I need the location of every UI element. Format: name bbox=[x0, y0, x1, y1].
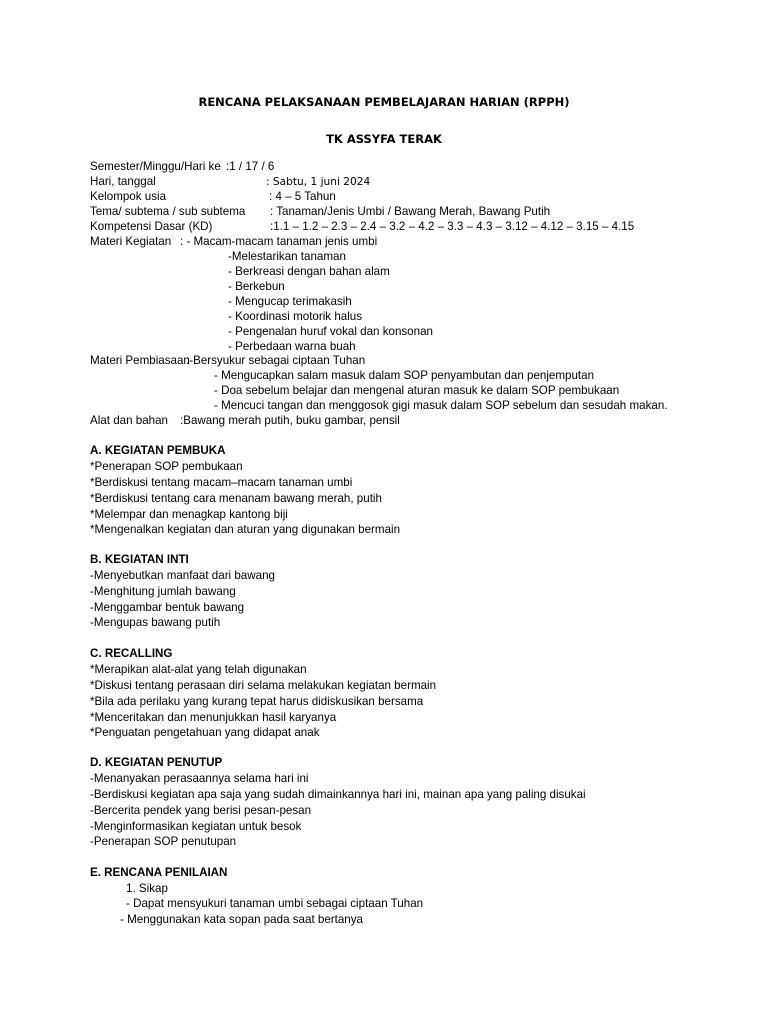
section-heading-inti: B. KEGIATAN INTI bbox=[90, 553, 189, 566]
list-item: 1. Sikap bbox=[126, 882, 168, 895]
section-heading-pembuka: A. KEGIATAN PEMBUKA bbox=[90, 444, 226, 457]
school-name: TK ASSYFA TERAK bbox=[326, 132, 442, 146]
list-item: *Bila ada perilaku yang kurang tepat harus didiskusikan bersama bbox=[90, 695, 424, 708]
list-item: -Penerapan SOP penutupan bbox=[90, 835, 237, 848]
list-item: *Berdiskusi tentang macam–macam tanaman umbi bbox=[90, 476, 353, 489]
list-item: -Menghitung jumlah bawang bbox=[90, 585, 236, 598]
kd-label: Kompetensi Dasar (KD) bbox=[90, 220, 213, 233]
materi-label: Materi Kegiatan bbox=[90, 235, 172, 248]
materi-item: - Berkreasi dengan bahan alam bbox=[228, 265, 390, 278]
tema-value: : Tanaman/Jenis Umbi / Bawang Merah, Bawang Putih bbox=[270, 205, 551, 218]
section-heading-penilaian: E. RENCANA PENILAIAN bbox=[90, 866, 228, 879]
pembiasaan-item: - Doa sebelum belajar dan mengenal aturan masuk ke dalam SOP pembukaan bbox=[214, 384, 620, 397]
list-item: -Menginformasikan kegiatan untuk besok bbox=[90, 820, 302, 833]
kd-value: :1.1 – 1.2 – 2.3 – 2.4 – 3.2 – 4.2 – 3.3 – 4.3 – 3.12 – 4.12 – 3.15 – 4.15 bbox=[270, 220, 635, 233]
list-item: *Penguatan pengetahuan yang didapat anak bbox=[90, 726, 320, 739]
section-heading-penutup: D. KEGIATAN PENUTUP bbox=[90, 756, 223, 769]
list-item: *Menceritakan dan menunjukkan hasil karyanya bbox=[90, 711, 337, 724]
semester-value: :1 / 17 / 6 bbox=[226, 160, 275, 173]
list-item: *Mengenalkan kegiatan dan aturan yang digunakan bermain bbox=[90, 523, 401, 536]
hari-value: : Sabtu, 1 juni 2024 bbox=[266, 176, 371, 188]
materi-item: - Perbedaan warna buah bbox=[228, 340, 356, 353]
materi-item: -Melestarikan tanaman bbox=[228, 250, 346, 263]
list-item: *Merapikan alat-alat yang telah digunakan bbox=[90, 663, 307, 676]
pembiasaan-item: - Mencuci tangan dan menggosok gigi masuk dalam SOP sebelum dan sesudah makan. bbox=[214, 399, 668, 412]
list-item: *Melempar dan menagkap kantong biji bbox=[90, 508, 288, 521]
list-item: *Berdiskusi tentang cara menanam bawang merah, putih bbox=[90, 492, 382, 505]
list-item: -Mengupas bawang putih bbox=[90, 616, 221, 629]
alat-value: :Bawang merah putih, buku gambar, pensil bbox=[180, 414, 400, 427]
materi-first: : - Macam-macam tanaman jenis umbi bbox=[180, 235, 378, 248]
kelompok-value: : 4 – 5 Tahun bbox=[269, 190, 336, 203]
pembiasaan-item: - Mengucapkan salam masuk dalam SOP penyambutan dan penjemputan bbox=[214, 369, 595, 382]
kelompok-label: Kelompok usia bbox=[90, 190, 167, 203]
materi-item: - Mengucap terimakasih bbox=[228, 295, 352, 308]
pembiasaan-label: Materi Pembiasaan bbox=[90, 354, 190, 367]
section-heading-recalling: C. RECALLING bbox=[90, 647, 173, 660]
list-item: *Diskusi tentang perasaan diri selama melakukan kegiatan bermain bbox=[90, 679, 437, 692]
alat-label: Alat dan bahan bbox=[90, 414, 169, 427]
document-title: RENCANA PELAKSANAAN PEMBELAJARAN HARIAN (RPPH) bbox=[198, 95, 570, 109]
tema-label: Tema/ subtema / sub subtema bbox=[90, 205, 246, 218]
materi-item: - Koordinasi motorik halus bbox=[228, 310, 363, 323]
list-item: -Menyebutkan manfaat dari bawang bbox=[90, 569, 275, 582]
list-item: -Bercerita pendek yang berisi pesan-pesan bbox=[90, 804, 312, 817]
materi-item: - Pengenalan huruf vokal dan konsonan bbox=[228, 325, 433, 338]
pembiasaan-first: :-Bersyukur sebagai ciptaan Tuhan bbox=[186, 354, 366, 367]
list-item: *Penerapan SOP pembukaan bbox=[90, 460, 243, 473]
list-item: - Dapat mensyukuri tanaman umbi sebagai ciptaan Tuhan bbox=[126, 897, 424, 910]
hari-label: Hari, tanggal bbox=[90, 175, 156, 188]
list-item: - Menggunakan kata sopan pada saat bertanya bbox=[120, 913, 363, 926]
list-item: -Berdiskusi kegiatan apa saja yang sudah dimainkannya hari ini, mainan apa yang paling disukai bbox=[90, 788, 586, 801]
materi-item: - Berkebun bbox=[228, 280, 285, 293]
list-item: -Menanyakan perasaannya selama hari ini bbox=[90, 772, 309, 785]
list-item: -Menggambar bentuk bawang bbox=[90, 601, 245, 614]
semester-label: Semester/Minggu/Hari ke bbox=[90, 160, 221, 173]
